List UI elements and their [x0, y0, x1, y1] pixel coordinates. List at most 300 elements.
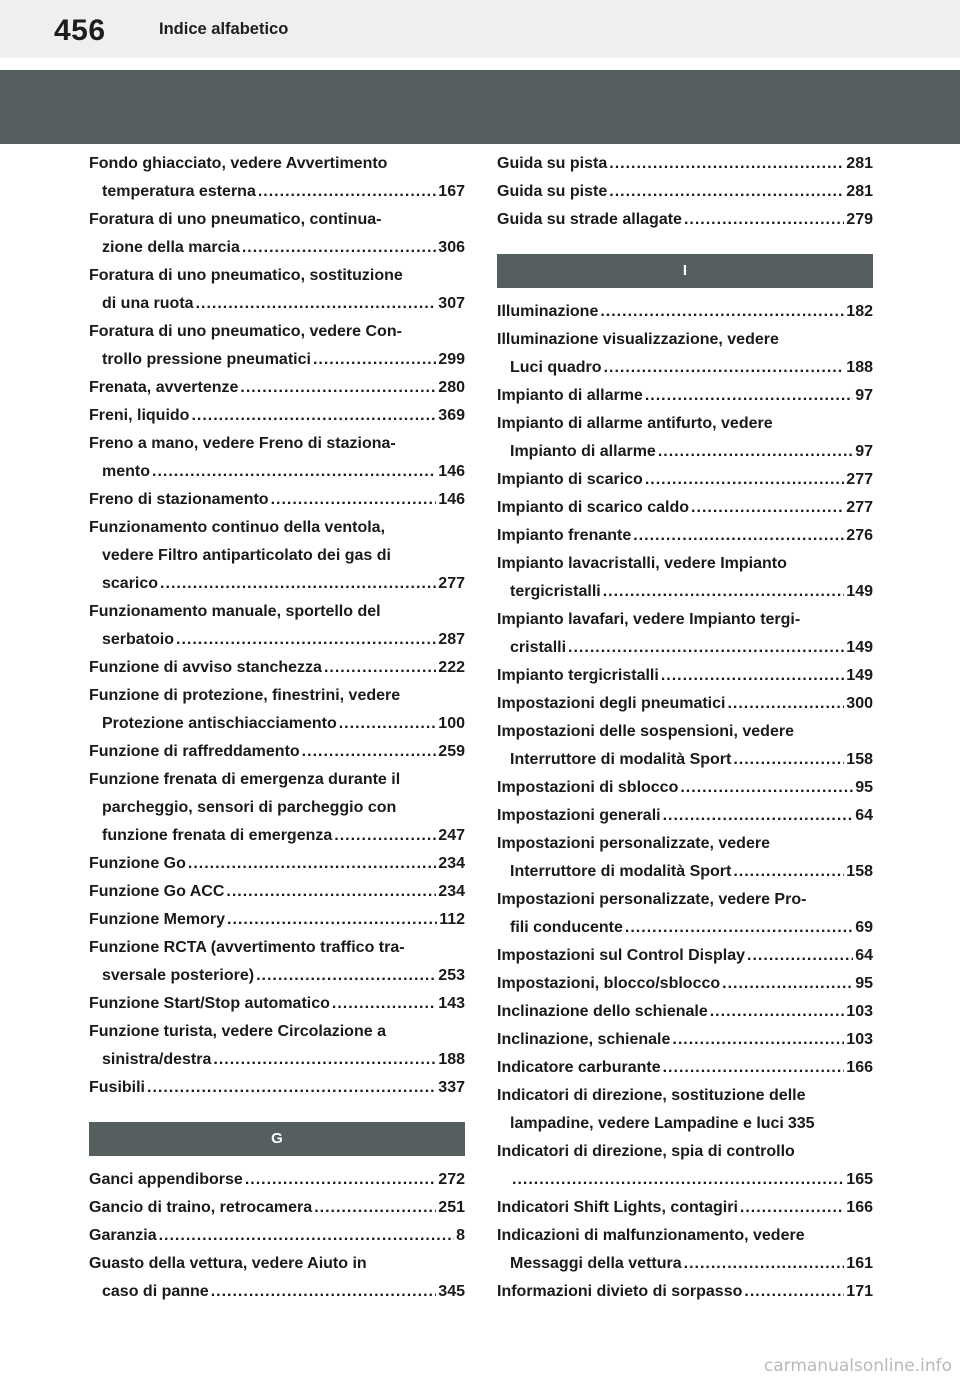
- index-entry-page: 165: [846, 1171, 873, 1188]
- index-entry: [89, 682, 465, 738]
- dot-leader: [645, 466, 844, 494]
- index-entry: [89, 206, 465, 262]
- index-entry-page: 247: [438, 827, 465, 844]
- dot-leader: [152, 458, 436, 486]
- watermark: carmanualsonline.info: [763, 1356, 952, 1376]
- index-entry: [497, 1138, 873, 1194]
- dot-leader: [147, 1074, 436, 1102]
- index-entry-line: Guasto della vettura, vedere Aiuto in: [89, 1255, 367, 1272]
- dot-leader: [245, 1166, 436, 1194]
- index-entry-term: Impostazioni di sblocco: [497, 779, 679, 796]
- index-entry-page: 281: [846, 155, 873, 172]
- index-entry-line: Indicazioni di malfunzionamento, vedere: [497, 1227, 805, 1244]
- dot-leader: [645, 382, 853, 410]
- index-entry-page: 345: [438, 1283, 465, 1300]
- index-entry-term: Garanzia: [89, 1227, 157, 1244]
- index-entry-leader-line: [89, 962, 465, 990]
- index-entry-term: sversale posteriore): [102, 967, 255, 984]
- index-entry-page: 103: [846, 1031, 873, 1048]
- dot-leader: [271, 486, 437, 514]
- index-entry-term: Freni, liquido: [89, 407, 190, 424]
- index-entry-leader-line: [497, 746, 873, 774]
- index-entry-leader-line: [497, 1166, 873, 1194]
- index-entry-leader-line: [497, 914, 873, 942]
- index-entry-leader-line: [89, 654, 465, 682]
- index-entry-term: Funzione Go ACC: [89, 883, 225, 900]
- index-entry-page: 149: [846, 639, 873, 656]
- index-entry-term: Frenata, avvertenze: [89, 379, 239, 396]
- index-entry-term: tergicristalli: [510, 583, 601, 600]
- index-entry-line: Impostazioni personalizzate, vedere Pro-: [497, 891, 807, 908]
- index-entry-leader-line: [497, 494, 873, 522]
- index-entry-leader-line: [497, 354, 873, 382]
- dot-leader: [176, 626, 436, 654]
- index-entry-page: 146: [438, 491, 465, 508]
- index-entry-leader-line: [89, 570, 465, 598]
- index-entry-page: 171: [846, 1283, 873, 1300]
- index-entry-term: Impostazioni degli pneumatici: [497, 695, 726, 712]
- dot-leader: [661, 662, 844, 690]
- index-entry-page: 64: [855, 947, 873, 964]
- index-entry: [497, 1082, 873, 1138]
- index-entry-line: Impianto lavacristalli, vedere Impianto: [497, 555, 787, 572]
- index-entry: [497, 774, 873, 802]
- index-entry-line: Funzione RCTA (avvertimento traffico tra-: [89, 939, 405, 956]
- index-entry-leader-line: [89, 346, 465, 374]
- index-entry-leader-line: [497, 1194, 873, 1222]
- index-entry-term: temperatura esterna: [102, 183, 256, 200]
- dot-leader: [722, 970, 853, 998]
- index-entry-term: fili conducente: [510, 919, 623, 936]
- dot-leader: [727, 690, 844, 718]
- index-entry-leader-line: [497, 1250, 873, 1278]
- index-entry-page: 277: [846, 499, 873, 516]
- index-entry: [497, 178, 873, 206]
- index-entry-leader-line: [89, 178, 465, 206]
- index-entry: [497, 326, 873, 382]
- index-entry-line: Freno a mano, vedere Freno di staziona-: [89, 435, 396, 452]
- dot-leader: [211, 1278, 437, 1306]
- index-entry: [497, 606, 873, 662]
- dot-leader: [334, 822, 436, 850]
- index-entry-leader-line: [497, 438, 873, 466]
- index-entry-leader-line: [497, 634, 873, 662]
- index-entry-term: Interruttore di modalità Sport: [510, 863, 732, 880]
- entry-list-f: [89, 150, 465, 1102]
- index-entry-page: 97: [855, 443, 873, 460]
- dot-leader: [691, 494, 844, 522]
- index-entry-page: 279: [846, 211, 873, 228]
- index-entry-page: 143: [438, 995, 465, 1012]
- index-entry-line: Illuminazione visualizzazione, vedere: [497, 331, 779, 348]
- dot-leader: [684, 206, 844, 234]
- index-entry-page: 335: [787, 1115, 815, 1132]
- index-entry-leader-line: [89, 374, 465, 402]
- index-entry: [89, 374, 465, 402]
- dot-leader: [256, 962, 436, 990]
- index-entry-leader-line: [89, 822, 465, 850]
- index-entry-term: Impianto di allarme: [510, 443, 656, 460]
- index-entry-term: di una ruota: [102, 295, 194, 312]
- index-entry: [89, 654, 465, 682]
- index-entry-leader-line: [89, 1222, 465, 1250]
- dot-leader: [258, 178, 436, 206]
- index-entry-page: 112: [439, 911, 465, 928]
- index-entry-page: 166: [846, 1199, 873, 1216]
- index-entry-line: vedere Filtro antiparticolato dei gas di: [102, 547, 391, 564]
- index-entry-leader-line: [497, 206, 873, 234]
- index-entry: [497, 998, 873, 1026]
- index-entry-page: 276: [846, 527, 873, 544]
- index-entry-leader-line: [497, 942, 873, 970]
- index-entry: [89, 1194, 465, 1222]
- index-entry-page: 146: [438, 463, 465, 480]
- dot-leader: [625, 914, 853, 942]
- index-entry-page: 234: [438, 855, 465, 872]
- index-entry-leader-line: [89, 710, 465, 738]
- index-entry-page: 272: [438, 1171, 465, 1188]
- index-entry-term: Funzione di raffreddamento: [89, 743, 300, 760]
- index-entry-term: Protezione antischiacciamento: [102, 715, 337, 732]
- index-entry: [89, 486, 465, 514]
- index-entry-leader-line: [497, 802, 873, 830]
- index-entry-page: 253: [438, 967, 465, 984]
- index-entry-leader-line: [497, 1278, 873, 1306]
- dot-leader: [733, 858, 844, 886]
- index-entry: [497, 970, 873, 998]
- index-entry-page: 149: [846, 667, 873, 684]
- index-entry-page: 277: [438, 575, 465, 592]
- index-entry-leader-line: [497, 298, 873, 326]
- index-entry-term: caso di panne: [102, 1283, 209, 1300]
- index-entry: [89, 514, 465, 598]
- index-entry-leader-line: [89, 878, 465, 906]
- index-entry: [497, 466, 873, 494]
- index-entry-line: parcheggio, sensori di parcheggio con: [102, 799, 397, 816]
- dot-leader: [609, 178, 844, 206]
- index-entry-leader-line: [89, 850, 465, 878]
- index-entry-page: 299: [438, 351, 465, 368]
- index-entry-leader-line: [89, 738, 465, 766]
- index-entry-leader-line: [89, 990, 465, 1018]
- dot-leader: [159, 1222, 455, 1250]
- index-entry-term: Illuminazione: [497, 303, 599, 320]
- index-entry-leader-line: [497, 690, 873, 718]
- index-entry-page: 234: [438, 883, 465, 900]
- index-entry: [497, 942, 873, 970]
- index-entry-term: Guida su strade allagate: [497, 211, 682, 228]
- index-entry-page: 161: [846, 1255, 873, 1272]
- index-entry-term: Fusibili: [89, 1079, 145, 1096]
- index-entry-leader-line: [89, 1166, 465, 1194]
- index-entry-page: 100: [438, 715, 465, 732]
- dot-leader: [240, 374, 436, 402]
- index-entry-leader-line: [89, 234, 465, 262]
- index-entry: [89, 1074, 465, 1102]
- index-entry: [497, 1222, 873, 1278]
- index-entry: [89, 262, 465, 318]
- section-banner: [0, 70, 960, 144]
- index-entry-term: Funzione Start/Stop automatico: [89, 995, 330, 1012]
- index-column-left: [89, 150, 465, 1306]
- dot-leader: [332, 990, 436, 1018]
- dot-leader: [568, 634, 844, 662]
- index-entry-page: 167: [438, 183, 465, 200]
- index-entry-leader-line: [89, 486, 465, 514]
- index-entry-line: Funzione frenata di emergenza durante il: [89, 771, 401, 788]
- index-entry: [497, 1278, 873, 1306]
- index-entry: [497, 522, 873, 550]
- index-entry-term: Inclinazione, schienale: [497, 1031, 671, 1048]
- dot-leader: [747, 942, 853, 970]
- index-entry: [497, 1054, 873, 1082]
- index-entry: [497, 206, 873, 234]
- index-entry-term: Impianto di allarme: [497, 387, 643, 404]
- index-entry-page: 103: [846, 1003, 873, 1020]
- index-entry-term: funzione frenata di emergenza: [102, 827, 333, 844]
- index-entry-term: zione della marcia: [102, 239, 240, 256]
- index-entry-line: Impostazioni delle sospensioni, vedere: [497, 723, 794, 740]
- index-entry-line: Funzionamento manuale, sportello del: [89, 603, 381, 620]
- index-entry-page: 188: [438, 1051, 465, 1068]
- dot-leader: [313, 346, 436, 374]
- dot-leader: [604, 354, 845, 382]
- index-entry: [497, 718, 873, 774]
- index-entry-page: 281: [846, 183, 873, 200]
- index-entry-leader-line: [89, 1194, 465, 1222]
- dot-leader: [633, 522, 844, 550]
- index-entry-leader-line: [497, 998, 873, 1026]
- index-entry-term: Impianto tergicristalli: [497, 667, 659, 684]
- index-entry: [89, 598, 465, 654]
- index-entry-page: 306: [438, 239, 465, 256]
- index-entry-page: 280: [438, 379, 465, 396]
- index-entry-leader-line: [497, 970, 873, 998]
- index-entry-line: Funzionamento continuo della ventola,: [89, 519, 386, 536]
- index-entry-page: 222: [438, 659, 465, 676]
- index-entry: [89, 402, 465, 430]
- index-entry-leader-line: [89, 1278, 465, 1306]
- index-entry-term: Inclinazione dello schienale: [497, 1003, 708, 1020]
- index-entry-term: Impianto di scarico: [497, 471, 643, 488]
- index-entry-line: Indicatori di direzione, sostituzione delle: [497, 1087, 806, 1104]
- index-entry-term: Indicatori Shift Lights, contagiri: [497, 1199, 738, 1216]
- index-entry-page: 8: [456, 1227, 465, 1244]
- index-entry-page: 64: [855, 807, 873, 824]
- dot-leader: [663, 802, 854, 830]
- index-entry-line: Impianto lavafari, vedere Impianto tergi-: [497, 611, 801, 628]
- index-entry-leader-line: [497, 178, 873, 206]
- index-entry-page: 307: [438, 295, 465, 312]
- index-entry-page: 182: [846, 303, 873, 320]
- index-entry-leader-line: [497, 1026, 873, 1054]
- index-entry: [497, 1026, 873, 1054]
- index-entry-page: 69: [855, 919, 873, 936]
- index-entry-leader-line: [89, 1074, 465, 1102]
- index-entry: [497, 830, 873, 886]
- dot-leader: [191, 402, 436, 430]
- index-entry: [89, 906, 465, 934]
- index-entry-leader-line: [497, 150, 873, 178]
- dot-leader: [339, 710, 437, 738]
- dot-leader: [658, 438, 853, 466]
- index-entry-term: Guida su pista: [497, 155, 608, 172]
- dot-leader: [302, 738, 437, 766]
- index-entry-term: sinistra/destra: [102, 1051, 212, 1068]
- index-entry-page: 369: [438, 407, 465, 424]
- index-entry-leader-line: [497, 1054, 873, 1082]
- index-entry-term: Funzione Go: [89, 855, 186, 872]
- index-entry-term: serbatoio: [102, 631, 175, 648]
- index-entry-term: Impostazioni sul Control Display: [497, 947, 746, 964]
- index-entry-term: Freno di stazionamento: [89, 491, 269, 508]
- index-entry-page: 251: [438, 1199, 465, 1216]
- index-entry-term: Messaggi della vettura: [510, 1255, 682, 1272]
- index-entry: [497, 690, 873, 718]
- index-entry-leader-line: [497, 1110, 873, 1138]
- dot-leader: [196, 290, 437, 318]
- index-entry: [89, 990, 465, 1018]
- index-entry-term: trollo pressione pneumatici: [102, 351, 311, 368]
- index-entry-term: Informazioni divieto di sorpasso: [497, 1283, 743, 1300]
- page-number: 456: [54, 14, 106, 47]
- dot-leader: [744, 1278, 844, 1306]
- index-entry-leader-line: [89, 626, 465, 654]
- dot-leader: [672, 1026, 844, 1054]
- index-entry: [497, 382, 873, 410]
- index-entry-term: scarico: [102, 575, 159, 592]
- index-entry-page: 300: [846, 695, 873, 712]
- dot-leader: [242, 234, 436, 262]
- index-entry: [497, 298, 873, 326]
- index-entry-leader-line: [89, 458, 465, 486]
- index-entry-leader-line: [89, 290, 465, 318]
- index-entry-line: Funzione turista, vedere Circolazione a: [89, 1023, 386, 1040]
- index-entry: [89, 766, 465, 850]
- index-entry: [89, 1222, 465, 1250]
- section-header-g: G: [89, 1122, 465, 1156]
- index-entry: [89, 430, 465, 486]
- index-entry-term: Funzione Memory: [89, 911, 226, 928]
- index-entry-line: Foratura di uno pneumatico, sostituzione: [89, 267, 403, 284]
- index-entry-page: 158: [846, 863, 873, 880]
- dot-leader: [226, 878, 436, 906]
- index-entry-term: Funzione di avviso stanchezza: [89, 659, 322, 676]
- index-entry-page: 97: [855, 387, 873, 404]
- index-entry-page: 259: [438, 743, 465, 760]
- index-entry-term: mento: [102, 463, 150, 480]
- index-entry-term: Ganci appendiborse: [89, 1171, 243, 1188]
- index-entry: [497, 494, 873, 522]
- index-entry-line: Funzione di protezione, finestrini, vedere: [89, 687, 401, 704]
- index-entry-term: Impostazioni, blocco/sblocco: [497, 975, 721, 992]
- index-entry-page: 149: [846, 583, 873, 600]
- index-entry-line: Indicatori di direzione, spia di controllo: [497, 1143, 795, 1160]
- index-entry: [89, 878, 465, 906]
- section-header-i: I: [497, 254, 873, 288]
- dot-leader: [512, 1166, 844, 1194]
- index-entry-leader-line: [497, 522, 873, 550]
- index-entry: [89, 738, 465, 766]
- index-entry-leader-line: [497, 382, 873, 410]
- index-entry-term: Interruttore di modalità Sport: [510, 751, 732, 768]
- index-entry-leader-line: [497, 662, 873, 690]
- index-entry: [497, 802, 873, 830]
- dot-leader: [603, 578, 845, 606]
- index-entry-page: 287: [438, 631, 465, 648]
- dot-leader: [213, 1046, 436, 1074]
- index-entry: [497, 886, 873, 942]
- index-entry: [497, 550, 873, 606]
- dot-leader: [663, 1054, 845, 1082]
- index-entry-line: Foratura di uno pneumatico, continua-: [89, 211, 382, 228]
- index-column-right: [497, 150, 873, 1306]
- index-entry-term: Impianto frenante: [497, 527, 632, 544]
- index-entry-leader-line: [497, 858, 873, 886]
- index-entry-line: Fondo ghiacciato, vedere Avvertimento: [89, 155, 388, 172]
- dot-leader: [314, 1194, 436, 1222]
- index-entry: [89, 850, 465, 878]
- entry-list-g: [89, 1166, 465, 1306]
- index-entry: [89, 150, 465, 206]
- index-entry-term: Gancio di traino, retrocamera: [89, 1199, 313, 1216]
- index-entry-leader-line: [497, 774, 873, 802]
- index-entry-leader-line: [497, 578, 873, 606]
- index-entry-line: Impianto di allarme antifurto, vedere: [497, 415, 773, 432]
- index-entry-term: Luci quadro: [510, 359, 602, 376]
- index-entry-page: 158: [846, 751, 873, 768]
- index-entry: [497, 410, 873, 466]
- index-entry: [89, 934, 465, 990]
- index-entry: [497, 662, 873, 690]
- index-entry: [89, 1166, 465, 1194]
- index-entry: [89, 1018, 465, 1074]
- running-header-bar: [0, 0, 960, 58]
- index-entry-line: Foratura di uno pneumatico, vedere Con-: [89, 323, 402, 340]
- index-entry-term: Impostazioni generali: [497, 807, 661, 824]
- index-entry-page: 95: [855, 779, 873, 796]
- index-entry-leader-line: [89, 1046, 465, 1074]
- index-entry-term: Indicatore carburante: [497, 1059, 661, 1076]
- dot-leader: [680, 774, 853, 802]
- dot-leader: [227, 906, 437, 934]
- index-entry: [89, 1250, 465, 1306]
- dot-leader: [160, 570, 436, 598]
- dot-leader: [600, 298, 844, 326]
- index-entry: [497, 150, 873, 178]
- index-entry: [89, 318, 465, 374]
- index-entry-leader-line: [497, 466, 873, 494]
- index-entry-term: Guida su piste: [497, 183, 608, 200]
- index-entry-page: 95: [855, 975, 873, 992]
- index-entry-page: 166: [846, 1059, 873, 1076]
- index-entry-leader-line: [89, 906, 465, 934]
- dot-leader: [740, 1194, 844, 1222]
- dot-leader: [710, 998, 845, 1026]
- index-entry-term: Impianto di scarico caldo: [497, 499, 690, 516]
- dot-leader: [188, 850, 436, 878]
- index-entry-page: 188: [846, 359, 873, 376]
- index-entry: [497, 1194, 873, 1222]
- dot-leader: [324, 654, 436, 682]
- entry-list-g-continued: [497, 150, 873, 234]
- dot-leader: [609, 150, 844, 178]
- index-entry-page: 277: [846, 471, 873, 488]
- index-entry-term: cristalli: [510, 639, 567, 656]
- dot-leader: [684, 1250, 845, 1278]
- running-title: Indice alfabetico: [159, 20, 289, 38]
- index-entry-page: 337: [438, 1079, 465, 1096]
